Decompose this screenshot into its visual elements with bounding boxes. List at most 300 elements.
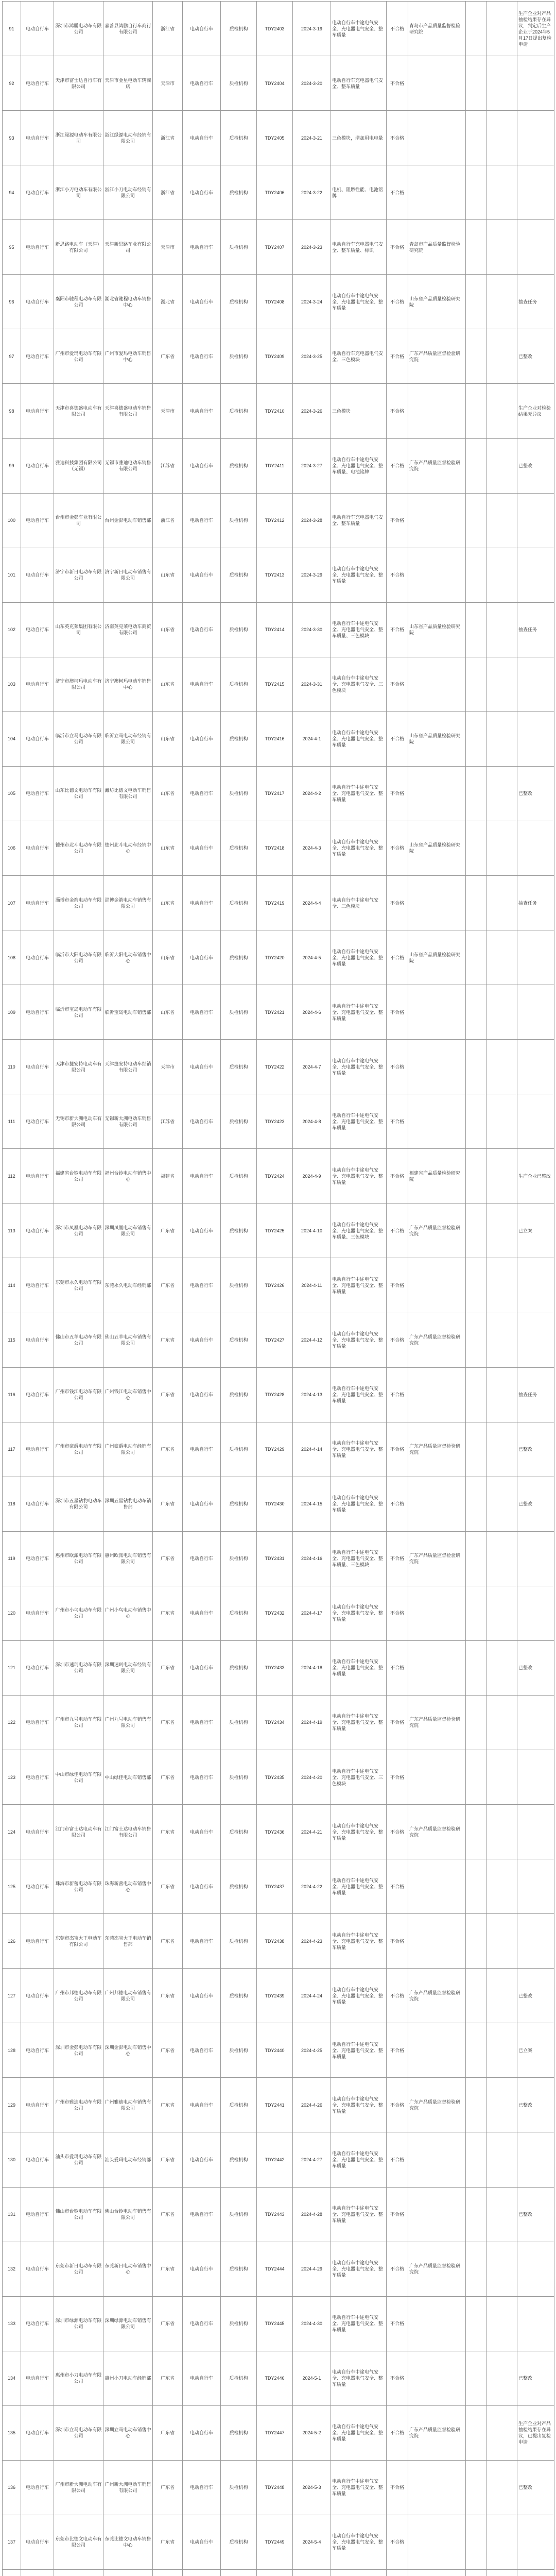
batch-code-cell: TDY2416 xyxy=(257,711,293,766)
seller-cell: 佛山台铃电动车销售有限公司 xyxy=(103,2187,153,2242)
sample-name-cell: 电动自行车 xyxy=(183,2078,221,2132)
remark-cell xyxy=(517,657,554,711)
sampling-date-cell: 2024-4-5 xyxy=(293,930,331,985)
failed-items-cell: 电动自行车中途电气安全、充电器电气安全、整车质量 xyxy=(331,2460,387,2515)
seller-cell: 广州钱江电动车销售中心 xyxy=(103,1367,153,1422)
agency-cell: 质检机构 xyxy=(221,1750,257,1805)
inspection-institute-cell xyxy=(408,1094,466,1149)
sample-name-cell: 电动自行车 xyxy=(183,2460,221,2515)
sample-name-cell: 电动自行车 xyxy=(183,329,221,384)
province-cell: 广东省 xyxy=(153,1805,183,1859)
failed-items-cell: 三色模块，增加用电电量 xyxy=(331,111,387,165)
manufacturer-cell: 山东比德文电动车有限公司 xyxy=(54,766,103,821)
inspection-institute-cell: 广东产品质量监督检验研究院 xyxy=(408,1531,466,1586)
agency-cell: 质检机构 xyxy=(221,384,257,438)
sample-name-cell: 电动自行车 xyxy=(183,1640,221,1695)
sampling-date-cell: 2024-4-6 xyxy=(293,985,331,1040)
result-cell: 不合格 xyxy=(387,711,408,766)
seller-cell: 临沂立马电动车经销有限公司 xyxy=(103,711,153,766)
province-cell: 广东省 xyxy=(153,1422,183,1477)
province-cell: 广东省 xyxy=(153,2023,183,2078)
table-row xyxy=(3,2,554,56)
table-row xyxy=(3,165,554,220)
agency-cell: 质检机构 xyxy=(221,930,257,985)
result-cell: 不合格 xyxy=(387,1695,408,1750)
product-type-cell: 电动自行车 xyxy=(21,1367,54,1422)
product-type-cell: 电动自行车 xyxy=(21,766,54,821)
unit-cell xyxy=(466,821,486,875)
province-cell: 浙江省 xyxy=(153,165,183,220)
seller-cell xyxy=(103,2569,153,2576)
unit-cell xyxy=(466,1258,486,1313)
manufacturer-cell: 临沂市宝岛电动车有限公司 xyxy=(54,985,103,1040)
product-type-cell: 电动自行车 xyxy=(21,2242,54,2296)
result-cell: 不合格 xyxy=(387,1258,408,1313)
agency-cell: 质检机构 xyxy=(221,548,257,602)
province-cell: 广东省 xyxy=(153,1258,183,1313)
row-number-cell: 124 xyxy=(3,1805,21,1859)
inspection-institute-cell xyxy=(408,2023,466,2078)
row-number-cell: 120 xyxy=(3,1586,21,1640)
product-type-cell: 电动自行车 xyxy=(21,876,54,930)
manufacturer-cell: 惠州市欧派电动车有限公司 xyxy=(54,1531,103,1586)
blank-cell xyxy=(486,1969,517,2023)
manufacturer-cell: 襄阳市驰程电动车有限公司 xyxy=(54,275,103,329)
batch-code-cell: TDY2425 xyxy=(257,1204,293,1258)
batch-code-cell: TDY2433 xyxy=(257,1640,293,1695)
manufacturer-cell: 深圳市速珂电动车有限公司 xyxy=(54,1640,103,1695)
table-row xyxy=(3,602,554,657)
unit-cell xyxy=(466,711,486,766)
sampling-date-cell: 2024-3-25 xyxy=(293,329,331,384)
sample-name-cell: 电动自行车 xyxy=(183,1149,221,1204)
batch-code-cell: TDY2410 xyxy=(257,384,293,438)
agency-cell: 质检机构 xyxy=(221,1094,257,1149)
table-row xyxy=(3,1204,554,1258)
manufacturer-cell: 深圳市凤凰电动车有限公司 xyxy=(54,1204,103,1258)
blank-cell xyxy=(486,275,517,329)
sample-name-cell: 电动自行车 xyxy=(183,384,221,438)
result-cell: 不合格 xyxy=(387,548,408,602)
product-type-cell: 电动自行车 xyxy=(21,602,54,657)
table-row xyxy=(3,56,554,111)
batch-code-cell: TDY2438 xyxy=(257,1914,293,1969)
batch-code-cell: TDY2417 xyxy=(257,766,293,821)
row-number-cell: 102 xyxy=(3,602,21,657)
sample-name-cell: 电动自行车 xyxy=(183,1258,221,1313)
manufacturer-cell: 江门市富士达电动车有限公司 xyxy=(54,1805,103,1859)
province-cell: 广东省 xyxy=(153,2460,183,2515)
province-cell: 福建省 xyxy=(153,1149,183,1204)
inspection-institute-cell xyxy=(408,1640,466,1695)
batch-code-cell: TDY2444 xyxy=(257,2242,293,2296)
unit-cell xyxy=(466,1204,486,1258)
sampling-date-cell: 2024-3-28 xyxy=(293,493,331,548)
batch-code-cell: TDY2432 xyxy=(257,1586,293,1640)
blank-cell xyxy=(486,2405,517,2460)
seller-cell: 东莞比德文电动车销售中心 xyxy=(103,2515,153,2569)
failed-items-cell: 电动自行车中途电气安全、充电器电气安全、整车质量 xyxy=(331,2023,387,2078)
province-cell: 浙江省 xyxy=(153,111,183,165)
seller-cell: 临沂宝岛电动车销售部 xyxy=(103,985,153,1040)
agency-cell: 质检机构 xyxy=(221,1313,257,1367)
agency-cell: 质检机构 xyxy=(221,2078,257,2132)
inspection-institute-cell xyxy=(408,1367,466,1422)
failed-items-cell: 电动自行车充电器电气安全、三色模块 xyxy=(331,329,387,384)
inspection-institute-cell xyxy=(408,384,466,438)
blank-cell xyxy=(486,1313,517,1367)
manufacturer-cell: 深圳市绿源电动车有限公司 xyxy=(54,2296,103,2351)
manufacturer-cell: 珠海市新蕾电动车有限公司 xyxy=(54,1859,103,1914)
unit-cell xyxy=(466,985,486,1040)
manufacturer-cell: 临沂市大阳电动车有限公司 xyxy=(54,930,103,985)
sampling-date-cell: 2024-3-26 xyxy=(293,384,331,438)
remark-cell xyxy=(517,1531,554,1586)
inspection-institute-cell xyxy=(408,165,466,220)
seller-cell: 深圳五星钻豹电动车销售部 xyxy=(103,1477,153,1531)
result-cell: 不合格 xyxy=(387,657,408,711)
inspection-institute-cell xyxy=(408,2351,466,2405)
remark-cell xyxy=(517,1586,554,1640)
unit-cell xyxy=(466,111,486,165)
row-number-cell: 91 xyxy=(3,2,21,56)
sample-name-cell: 电动自行车 xyxy=(183,1859,221,1914)
table-row xyxy=(3,2078,554,2132)
sampling-date-cell: 2024-4-15 xyxy=(293,1477,331,1531)
row-number-cell: 98 xyxy=(3,384,21,438)
table-row xyxy=(3,1914,554,1969)
table-row xyxy=(3,2187,554,2242)
results-table xyxy=(2,1,554,2576)
table-row xyxy=(3,220,554,275)
failed-items-cell: 电动自行车中途电气安全、充电器电气安全、整车质量 xyxy=(331,1859,387,1914)
manufacturer-cell: 广州市小鸟电动车有限公司 xyxy=(54,1586,103,1640)
row-number-cell: 131 xyxy=(3,2187,21,2242)
batch-code-cell: TDY2446 xyxy=(257,2351,293,2405)
inspection-institute-cell xyxy=(408,1859,466,1914)
blank-cell xyxy=(486,165,517,220)
result-cell: 不合格 xyxy=(387,821,408,875)
inspection-institute-cell xyxy=(408,2460,466,2515)
batch-code-cell: TDY2426 xyxy=(257,1258,293,1313)
manufacturer-cell: 天津市捷安特电动车有限公司 xyxy=(54,1040,103,1094)
remark-cell: 已整改 xyxy=(517,2460,554,2515)
failed-items-cell: 电动自行车中途电气安全、充电器电气安全、整车质量 xyxy=(331,1477,387,1531)
blank-cell xyxy=(486,2296,517,2351)
product-type-cell: 电动自行车 xyxy=(21,1695,54,1750)
seller-cell: 广州豪爵电动车经销有限公司 xyxy=(103,1422,153,1477)
sample-name-cell: 电动自行车 xyxy=(183,165,221,220)
province-cell: 广东省 xyxy=(153,2242,183,2296)
province-cell: 广东省 xyxy=(153,1750,183,1805)
agency-cell: 质检机构 xyxy=(221,985,257,1040)
remark-cell xyxy=(517,1805,554,1859)
result-cell: 不合格 xyxy=(387,384,408,438)
unit-cell xyxy=(466,1640,486,1695)
sampling-date-cell: 2024-3-30 xyxy=(293,602,331,657)
sample-name-cell: 电动自行车 xyxy=(183,821,221,875)
table-row xyxy=(3,1750,554,1805)
seller-cell: 浙江小刀电动车经销有限公司 xyxy=(103,165,153,220)
province-cell: 广东省 xyxy=(153,2296,183,2351)
province-cell: 广东省 xyxy=(153,1914,183,1969)
sampling-date-cell: 2024-5-2 xyxy=(293,2405,331,2460)
table-row xyxy=(3,1094,554,1149)
batch-code-cell: TDY2437 xyxy=(257,1859,293,1914)
blank-cell xyxy=(486,1914,517,1969)
inspection-institute-cell: 山东省产品质量检验研究院 xyxy=(408,821,466,875)
failed-items-cell: 电动自行车中途电气安全、充电器电气安全、整车质量 xyxy=(331,1969,387,2023)
remark-cell xyxy=(517,56,554,111)
product-type-cell: 电动自行车 xyxy=(21,329,54,384)
result-cell: 不合格 xyxy=(387,165,408,220)
province-cell: 山东省 xyxy=(153,711,183,766)
inspection-institute-cell xyxy=(408,985,466,1040)
blank-cell xyxy=(486,2023,517,2078)
failed-items-cell xyxy=(331,2569,387,2576)
sampling-date-cell: 2024-4-23 xyxy=(293,1914,331,1969)
seller-cell: 天津捷安特电动车经销有限公司 xyxy=(103,1040,153,1094)
unit-cell xyxy=(466,329,486,384)
province-cell: 山东省 xyxy=(153,821,183,875)
row-number-cell: 92 xyxy=(3,56,21,111)
product-type-cell: 电动自行车 xyxy=(21,1969,54,2023)
result-cell: 不合格 xyxy=(387,2405,408,2460)
blank-cell xyxy=(486,1367,517,1422)
failed-items-cell: 电动自行车中途电气安全、充电器电气安全、整车质量、三色模块 xyxy=(331,1531,387,1586)
manufacturer-cell: 广州市钱江电动车有限公司 xyxy=(54,1367,103,1422)
unit-cell xyxy=(466,2187,486,2242)
remark-cell xyxy=(517,1258,554,1313)
seller-cell: 广州小鸟电动车销售中心 xyxy=(103,1586,153,1640)
agency-cell: 质检机构 xyxy=(221,1805,257,1859)
inspection-institute-cell xyxy=(408,1914,466,1969)
agency-cell: 质检机构 xyxy=(221,602,257,657)
table-row xyxy=(3,1367,554,1422)
inspection-institute-cell xyxy=(408,1750,466,1805)
unit-cell xyxy=(466,1313,486,1367)
remark-cell xyxy=(517,985,554,1040)
agency-cell: 质检机构 xyxy=(221,876,257,930)
agency-cell: 质检机构 xyxy=(221,493,257,548)
sample-name-cell: 电动自行车 xyxy=(183,2296,221,2351)
sample-name-cell: 电动自行车 xyxy=(183,56,221,111)
row-number-cell: 106 xyxy=(3,821,21,875)
batch-code-cell: TDY2423 xyxy=(257,1094,293,1149)
sample-name-cell: 电动自行车 xyxy=(183,1094,221,1149)
failed-items-cell: 电动自行车中途电气安全、充电器电气安全、整车质量 xyxy=(331,1258,387,1313)
unit-cell xyxy=(466,1367,486,1422)
product-type-cell xyxy=(21,2569,54,2576)
blank-cell xyxy=(486,329,517,384)
row-number-cell: 125 xyxy=(3,1859,21,1914)
batch-code-cell: TDY2443 xyxy=(257,2187,293,2242)
manufacturer-cell: 佛山市台铃电动车有限公司 xyxy=(54,2187,103,2242)
sampling-date-cell: 2024-4-4 xyxy=(293,876,331,930)
seller-cell: 汕头爱玛电动车经销部 xyxy=(103,2132,153,2187)
result-cell: 不合格 xyxy=(387,1914,408,1969)
unit-cell xyxy=(466,1040,486,1094)
row-number-cell: 108 xyxy=(3,930,21,985)
row-number-cell: 127 xyxy=(3,1969,21,2023)
batch-code-cell: TDY2415 xyxy=(257,657,293,711)
province-cell: 广东省 xyxy=(153,329,183,384)
sampling-date-cell: 2024-4-17 xyxy=(293,1586,331,1640)
seller-cell: 德州北斗电动车经销中心 xyxy=(103,821,153,875)
batch-code-cell: TDY2430 xyxy=(257,1477,293,1531)
manufacturer-cell xyxy=(54,2569,103,2576)
manufacturer-cell: 深圳市立马电动车有限公司 xyxy=(54,2405,103,2460)
table-row xyxy=(3,493,554,548)
table-row xyxy=(3,1805,554,1859)
inspection-institute-cell: 广东产品质量监督检验研究院 xyxy=(408,438,466,493)
remark-cell xyxy=(517,548,554,602)
result-cell: 不合格 xyxy=(387,930,408,985)
result-cell: 不合格 xyxy=(387,1313,408,1367)
table-row xyxy=(3,2515,554,2569)
result-cell: 不合格 xyxy=(387,1531,408,1586)
row-number-cell: 93 xyxy=(3,111,21,165)
sample-name-cell: 电动自行车 xyxy=(183,1750,221,1805)
seller-cell: 广州新大洲电动车销售有限公司 xyxy=(103,2460,153,2515)
manufacturer-cell: 济宁市澳柯玛电动车有限公司 xyxy=(54,657,103,711)
row-number-cell: 121 xyxy=(3,1640,21,1695)
blank-cell xyxy=(486,2515,517,2569)
sample-name-cell: 电动自行车 xyxy=(183,1695,221,1750)
result-cell: 不合格 xyxy=(387,1094,408,1149)
failed-items-cell: 电动自行车中途电气安全、充电器电气安全、整车质量 xyxy=(331,2296,387,2351)
remark-cell xyxy=(517,1859,554,1914)
failed-items-cell: 电动自行车中途电气安全、充电器电气安全、三色模块 xyxy=(331,657,387,711)
row-number-cell: 126 xyxy=(3,1914,21,1969)
agency-cell: 质检机构 xyxy=(221,1859,257,1914)
table-row xyxy=(3,766,554,821)
remark-cell: 已整改 xyxy=(517,2078,554,2132)
blank-cell xyxy=(486,2351,517,2405)
manufacturer-cell: 中山市绿佳电动车有限公司 xyxy=(54,1750,103,1805)
failed-items-cell: 三色模块 xyxy=(331,384,387,438)
province-cell: 广东省 xyxy=(153,1313,183,1367)
sampling-date-cell: 2024-4-16 xyxy=(293,1531,331,1586)
result-cell: 不合格 xyxy=(387,2078,408,2132)
remark-cell xyxy=(517,493,554,548)
agency-cell: 质检机构 xyxy=(221,438,257,493)
failed-items-cell: 电动自行车中途电气安全、充电器电气安全、整车质量 xyxy=(331,2132,387,2187)
province-cell xyxy=(153,2569,183,2576)
remark-cell xyxy=(517,1094,554,1149)
table-row xyxy=(3,1422,554,1477)
result-cell: 不合格 xyxy=(387,329,408,384)
sampling-date-cell: 2024-4-19 xyxy=(293,1695,331,1750)
seller-cell: 惠州小刀电动车经销部 xyxy=(103,2351,153,2405)
remark-cell xyxy=(517,711,554,766)
sampling-date-cell: 2024-4-13 xyxy=(293,1367,331,1422)
province-cell: 天津市 xyxy=(153,1040,183,1094)
sample-name-cell: 电动自行车 xyxy=(183,1586,221,1640)
remark-cell: 已立案 xyxy=(517,1204,554,1258)
row-number-cell: 101 xyxy=(3,548,21,602)
product-type-cell: 电动自行车 xyxy=(21,821,54,875)
blank-cell xyxy=(486,548,517,602)
batch-code-cell: TDY2422 xyxy=(257,1040,293,1094)
inspection-institute-cell xyxy=(408,2515,466,2569)
manufacturer-cell: 临沂市立马电动车有限公司 xyxy=(54,711,103,766)
sampling-date-cell: 2024-3-24 xyxy=(293,275,331,329)
failed-items-cell: 电动自行车中途电气安全、充电器电气安全、整车质量 xyxy=(331,1640,387,1695)
failed-items-cell: 电动自行车中途电气安全、充电器电气安全、整车质量 xyxy=(331,275,387,329)
province-cell: 山东省 xyxy=(153,548,183,602)
sampling-date-cell: 2024-4-26 xyxy=(293,2078,331,2132)
product-type-cell: 电动自行车 xyxy=(21,2078,54,2132)
seller-cell: 深圳凤凰电动车销售有限公司 xyxy=(103,1204,153,1258)
remark-cell xyxy=(517,1040,554,1094)
manufacturer-cell: 深圳市鸿鹏电动车有限公司 xyxy=(54,2,103,56)
inspection-institute-cell: 广东产品质量监督检验研究院 xyxy=(408,1313,466,1367)
table-row xyxy=(3,329,554,384)
agency-cell: 质检机构 xyxy=(221,1914,257,1969)
inspection-institute-cell: 广东产品质量监督检验研究院 xyxy=(408,1969,466,2023)
inspection-institute-cell xyxy=(408,876,466,930)
sample-name-cell: 电动自行车 xyxy=(183,1313,221,1367)
inspection-institute-cell xyxy=(408,2132,466,2187)
result-cell: 不合格 xyxy=(387,2515,408,2569)
table-row xyxy=(3,438,554,493)
unit-cell xyxy=(466,1914,486,1969)
blank-cell xyxy=(486,1859,517,1914)
sample-name-cell: 电动自行车 xyxy=(183,1805,221,1859)
manufacturer-cell: 新思路电动车（天津）有限公司 xyxy=(54,220,103,275)
product-type-cell: 电动自行车 xyxy=(21,2515,54,2569)
province-cell: 天津市 xyxy=(153,220,183,275)
unit-cell xyxy=(466,548,486,602)
agency-cell: 质检机构 xyxy=(221,766,257,821)
inspection-institute-cell: 青岛市产品质量监督检验研究院 xyxy=(408,2,466,56)
sampling-date-cell: 2024-3-21 xyxy=(293,111,331,165)
remark-cell: 已整改 xyxy=(517,766,554,821)
row-number-cell: 95 xyxy=(3,220,21,275)
remark-cell: 已整改 xyxy=(517,2187,554,2242)
manufacturer-cell: 天津市富士达自行车有限公司 xyxy=(54,56,103,111)
manufacturer-cell: 惠州市小刀电动车有限公司 xyxy=(54,2351,103,2405)
result-cell: 不合格 xyxy=(387,2296,408,2351)
batch-code-cell: TDY2445 xyxy=(257,2296,293,2351)
blank-cell xyxy=(486,602,517,657)
agency-cell: 质检机构 xyxy=(221,2242,257,2296)
inspection-institute-cell: 青岛市产品质量监督检验研究院 xyxy=(408,220,466,275)
manufacturer-cell: 佛山市五羊电动车有限公司 xyxy=(54,1313,103,1367)
remark-cell: 抽查任务 xyxy=(517,876,554,930)
result-cell: 不合格 xyxy=(387,2187,408,2242)
sampling-date-cell: 2024-3-19 xyxy=(293,2,331,56)
row-number-cell: 132 xyxy=(3,2242,21,2296)
manufacturer-cell: 东莞市杰宝大王电动车有限公司 xyxy=(54,1914,103,1969)
failed-items-cell: 电动自行车中途电气安全、充电器电气安全、整车质量 xyxy=(331,821,387,875)
seller-cell: 深圳速珂电动车经销有限公司 xyxy=(103,1640,153,1695)
agency-cell: 质检机构 xyxy=(221,2515,257,2569)
batch-code-cell: TDY2435 xyxy=(257,1750,293,1805)
remark-cell: 生产企业对检验结果无异议 xyxy=(517,384,554,438)
batch-code-cell: TDY2419 xyxy=(257,876,293,930)
manufacturer-cell: 广州市新大洲电动车有限公司 xyxy=(54,2460,103,2515)
agency-cell: 质检机构 xyxy=(221,1586,257,1640)
batch-code-cell: TDY2411 xyxy=(257,438,293,493)
table-row xyxy=(3,2460,554,2515)
province-cell: 广东省 xyxy=(153,1695,183,1750)
sample-name-cell: 电动自行车 xyxy=(183,1422,221,1477)
batch-code-cell: TDY2434 xyxy=(257,1695,293,1750)
sampling-date-cell: 2024-4-21 xyxy=(293,1805,331,1859)
product-type-cell: 电动自行车 xyxy=(21,275,54,329)
